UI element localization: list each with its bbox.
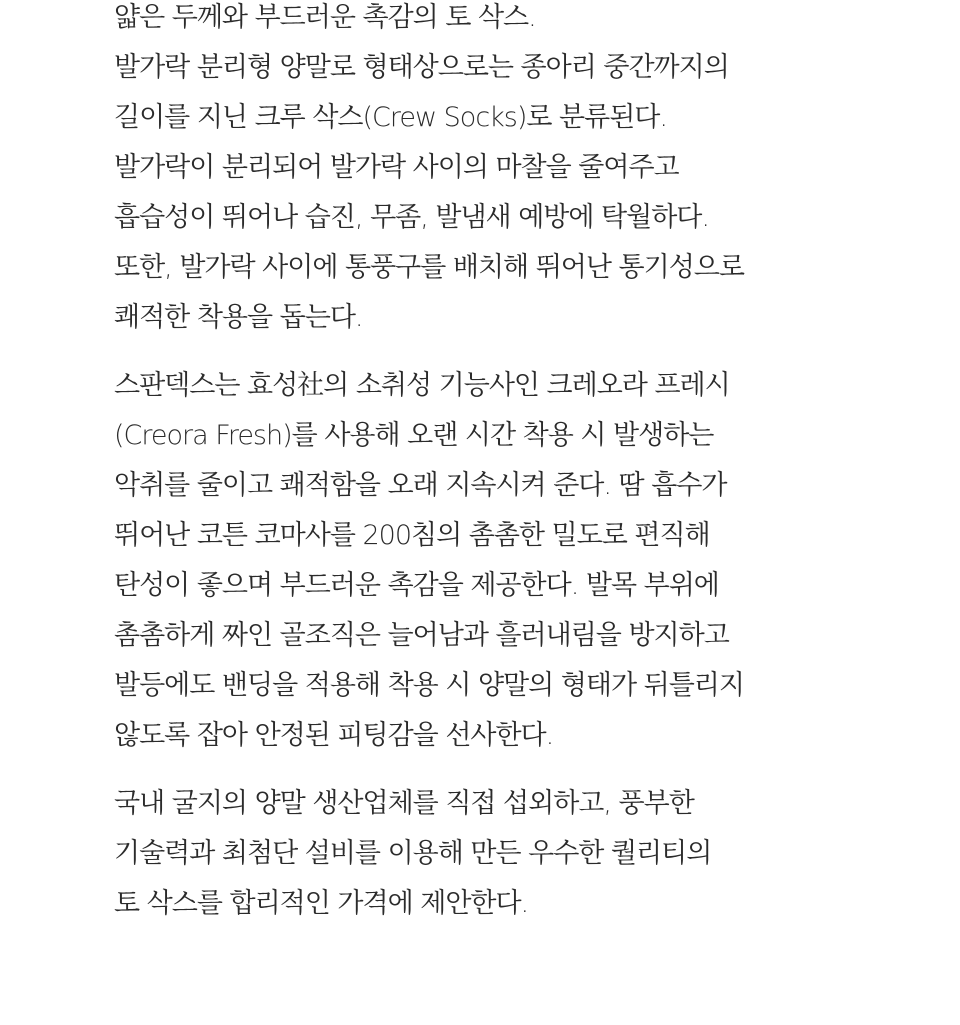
text-line: 않도록 잡아 안정된 피팅감을 선사한다. — [114, 720, 554, 751]
text-line: 얇은 두께와 부드러운 촉감의 토 삭스. — [114, 2, 536, 33]
text-line: (Creora Fresh)를 사용해 오랜 시간 착용 시 발생하는 — [114, 420, 714, 451]
text-line: 발가락 분리형 양말로 형태상으로는 종아리 중간까지의 — [114, 52, 729, 83]
text-line: 토 삭스를 합리적인 가격에 제안한다. — [114, 888, 529, 919]
paragraph-intro — [114, 0, 934, 343]
paragraph-material — [114, 361, 934, 761]
text-line: 또한, 발가락 사이에 통풍구를 배치해 뛰어난 통기성으로 — [114, 252, 744, 283]
text-line: 촘촘하게 짜인 골조직은 늘어남과 흘러내림을 방지하고 — [114, 620, 729, 651]
paragraph-manufacturing — [114, 779, 934, 929]
text-line: 흡습성이 뛰어나 습진, 무좀, 발냄새 예방에 탁월하다. — [114, 202, 709, 233]
text-line: 국내 굴지의 양말 생산업체를 직접 섭외하고, 풍부한 — [114, 788, 694, 819]
text-line: 발가락이 분리되어 발가락 사이의 마찰을 줄여주고 — [114, 152, 679, 183]
text-line: 길이를 지닌 크루 삭스(Crew Socks)로 분류된다. — [114, 102, 667, 133]
text-line: 스판덱스는 효성社의 소취성 기능사인 크레오라 프레시 — [114, 370, 730, 401]
text-line: 뛰어난 코튼 코마사를 200침의 촘촘한 밀도로 편직해 — [114, 520, 710, 551]
text-line: 악취를 줄이고 쾌적함을 오래 지속시켜 준다. 땀 흡수가 — [114, 470, 727, 501]
text-line: 발등에도 밴딩을 적용해 착용 시 양말의 형태가 뒤틀리지 — [114, 670, 744, 701]
text-line: 기술력과 최첨단 설비를 이용해 만든 우수한 퀄리티의 — [114, 838, 712, 869]
product-description — [114, 0, 934, 929]
text-line: 쾌적한 착용을 돕는다. — [114, 302, 363, 333]
text-line: 탄성이 좋으며 부드러운 촉감을 제공한다. 발목 부위에 — [114, 570, 719, 601]
